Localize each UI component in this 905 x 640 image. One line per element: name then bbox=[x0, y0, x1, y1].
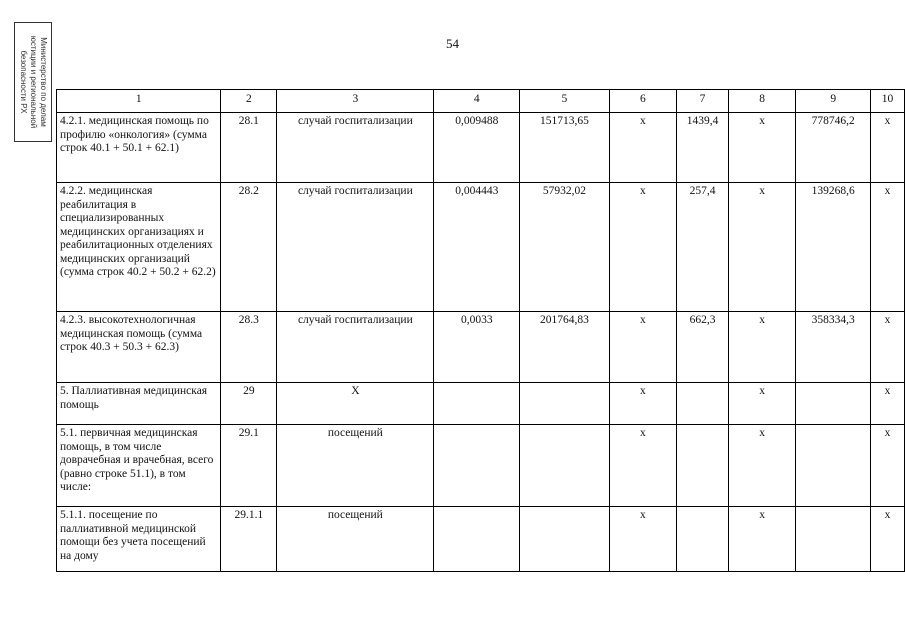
cell-line-number: 29.1 bbox=[221, 425, 277, 507]
cell-value bbox=[434, 425, 520, 507]
cell-value: x bbox=[609, 425, 676, 507]
cell-value: x bbox=[871, 113, 905, 183]
cell-value bbox=[677, 425, 729, 507]
registration-stamp bbox=[14, 22, 52, 142]
cell-value: x bbox=[728, 383, 795, 425]
cell-value bbox=[520, 383, 610, 425]
col-header: 9 bbox=[796, 90, 871, 113]
col-header: 5 bbox=[520, 90, 610, 113]
cell-value: 257,4 bbox=[677, 183, 729, 312]
cell-value: 358334,3 bbox=[796, 312, 871, 383]
cell-value: x bbox=[871, 383, 905, 425]
cell-value: 201764,83 bbox=[520, 312, 610, 383]
col-header: 3 bbox=[277, 90, 434, 113]
cell-value bbox=[434, 383, 520, 425]
cell-value: 778746,2 bbox=[796, 113, 871, 183]
cell-line-number: 28.2 bbox=[221, 183, 277, 312]
cell-value bbox=[677, 507, 729, 572]
table-row bbox=[57, 507, 905, 572]
cell-value: 0,0033 bbox=[434, 312, 520, 383]
cell-value: x bbox=[609, 383, 676, 425]
header-row bbox=[57, 90, 905, 113]
table-row bbox=[57, 383, 905, 425]
cell-value: 57932,02 bbox=[520, 183, 610, 312]
cell-value: x bbox=[728, 425, 795, 507]
col-header: 8 bbox=[728, 90, 795, 113]
cell-value: 139268,6 bbox=[796, 183, 871, 312]
cell-value: x bbox=[871, 183, 905, 312]
cell-value: x bbox=[871, 312, 905, 383]
col-header: 6 bbox=[609, 90, 676, 113]
cell-unit: случай госпитализации bbox=[277, 113, 434, 183]
cell-unit: случай госпитализации bbox=[277, 183, 434, 312]
data-table bbox=[56, 89, 905, 572]
cell-name: 5. Паллиативная медицинская помощь bbox=[57, 383, 221, 425]
cell-value bbox=[520, 425, 610, 507]
cell-value: x bbox=[609, 312, 676, 383]
cell-value: x bbox=[728, 507, 795, 572]
cell-value: 662,3 bbox=[677, 312, 729, 383]
cell-value: 0,004443 bbox=[434, 183, 520, 312]
cell-value bbox=[796, 507, 871, 572]
cell-line-number: 28.1 bbox=[221, 113, 277, 183]
cell-value: 0,009488 bbox=[434, 113, 520, 183]
cell-value: x bbox=[609, 113, 676, 183]
cell-line-number: 29.1.1 bbox=[221, 507, 277, 572]
cell-unit: посещений bbox=[277, 425, 434, 507]
cell-value bbox=[434, 507, 520, 572]
table-row bbox=[57, 425, 905, 507]
cell-unit: случай госпитализации bbox=[277, 312, 434, 383]
cell-value: 151713,65 bbox=[520, 113, 610, 183]
cell-value: 1439,4 bbox=[677, 113, 729, 183]
cell-value bbox=[796, 383, 871, 425]
cell-name: 4.2.3. высокотехнологичная медицинская помощь (сумма строк 40.3 + 50.3 + 62.3) bbox=[57, 312, 221, 383]
cell-value: x bbox=[728, 113, 795, 183]
cell-name: 5.1. первичная медицинская помощь, в том числе доврачебная и врачебная, всего (равно строке 51.1), в том числе: bbox=[57, 425, 221, 507]
cell-unit: посещений bbox=[277, 507, 434, 572]
cell-value bbox=[520, 507, 610, 572]
cell-value: x bbox=[871, 425, 905, 507]
table-row bbox=[57, 312, 905, 383]
cell-name: 4.2.1. медицинская помощь по профилю «онкология» (сумма строк 40.1 + 50.1 + 62.1) bbox=[57, 113, 221, 183]
cell-value: x bbox=[609, 507, 676, 572]
cell-value: x bbox=[609, 183, 676, 312]
col-header: 10 bbox=[871, 90, 905, 113]
cell-line-number: 29 bbox=[221, 383, 277, 425]
cell-name: 5.1.1. посещение по паллиативной медицинской помощи без учета посещений на дому bbox=[57, 507, 221, 572]
col-header: 4 bbox=[434, 90, 520, 113]
cell-value: x bbox=[728, 312, 795, 383]
cell-unit: X bbox=[277, 383, 434, 425]
table-row bbox=[57, 113, 905, 183]
cell-value: x bbox=[728, 183, 795, 312]
cell-line-number: 28.3 bbox=[221, 312, 277, 383]
cell-name: 4.2.2. медицинская реабилитация в специализированных медицинских организациях и реабилитационных отделениях медицинских организаций (сумма строк 40.2 + 50.2 + 62.2) bbox=[57, 183, 221, 312]
cell-value: x bbox=[871, 507, 905, 572]
cell-value bbox=[677, 383, 729, 425]
col-header: 1 bbox=[57, 90, 221, 113]
col-header: 7 bbox=[677, 90, 729, 113]
cell-value bbox=[796, 425, 871, 507]
page-number: 54 bbox=[446, 36, 459, 51]
col-header: 2 bbox=[221, 90, 277, 113]
stamp-text: Министерство по делам юстиции и региональной безопасности РХ bbox=[19, 35, 48, 129]
table-row bbox=[57, 183, 905, 312]
